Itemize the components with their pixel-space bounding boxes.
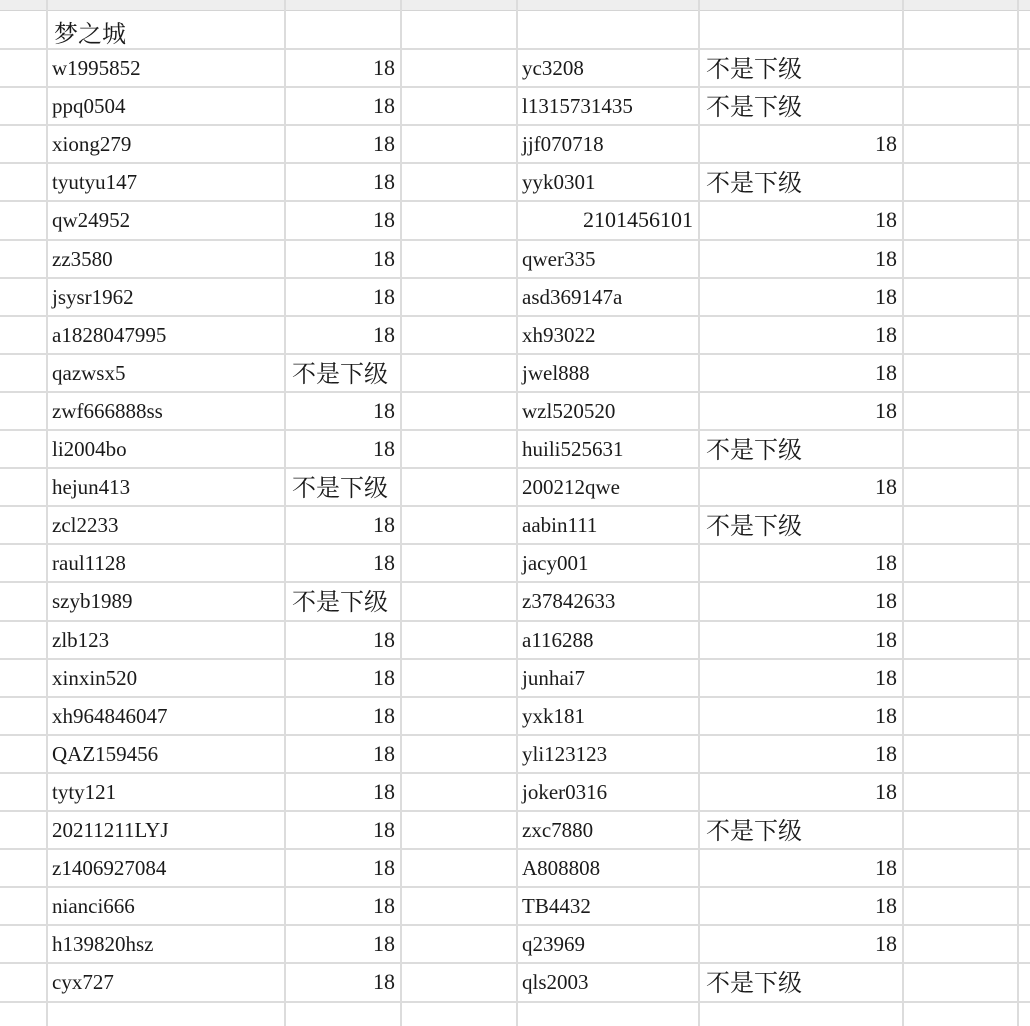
username-cell-right[interactable]: jjf070718 <box>522 132 604 156</box>
value-cell-right[interactable]: 18 <box>875 855 897 880</box>
value-cell-left[interactable]: 18 <box>373 817 395 842</box>
value-cell-right[interactable]: 不是下级 <box>706 93 802 121</box>
value-cell-right[interactable]: 18 <box>875 474 897 499</box>
value-cell-right[interactable]: 18 <box>875 779 897 804</box>
username-cell-right[interactable]: yli123123 <box>522 742 608 766</box>
username-cell-right[interactable]: TB4432 <box>522 894 591 918</box>
value-cell-right[interactable]: 18 <box>875 398 897 423</box>
value-cell-right[interactable]: 18 <box>875 131 897 156</box>
username-cell-left[interactable]: h139820hsz <box>52 932 154 956</box>
value-cell-left[interactable]: 18 <box>373 741 395 766</box>
username-cell-left[interactable]: cyx727 <box>52 970 114 994</box>
username-cell-right[interactable]: yxk181 <box>522 704 585 728</box>
value-cell-right[interactable]: 18 <box>875 588 897 613</box>
value-cell-right[interactable]: 18 <box>875 741 897 766</box>
value-cell-left[interactable]: 不是下级 <box>292 588 388 616</box>
username-cell-left[interactable]: xinxin520 <box>52 666 138 690</box>
username-cell-left[interactable]: tyutyu147 <box>52 170 138 194</box>
username-cell-left[interactable]: nianci666 <box>52 894 135 918</box>
column-header-strip <box>0 0 1030 11</box>
username-cell-right[interactable]: zxc7880 <box>522 818 594 842</box>
value-cell-right[interactable]: 18 <box>875 322 897 347</box>
value-cell-left[interactable]: 18 <box>373 398 395 423</box>
value-cell-right[interactable]: 不是下级 <box>706 969 802 997</box>
username-cell-right[interactable]: xh93022 <box>522 323 596 347</box>
username-cell-right[interactable]: jwel888 <box>522 361 590 385</box>
username-cell-left[interactable]: ppq0504 <box>52 94 126 118</box>
value-cell-right[interactable]: 不是下级 <box>706 436 802 464</box>
column-gridline <box>902 0 904 1026</box>
value-cell-left[interactable]: 18 <box>373 855 395 880</box>
username-cell-right[interactable]: yyk0301 <box>522 170 596 194</box>
username-cell-right[interactable]: asd369147a <box>522 285 623 309</box>
username-cell-left[interactable]: raul1128 <box>52 551 126 575</box>
username-cell-left[interactable]: li2004bo <box>52 437 127 461</box>
value-cell-left[interactable]: 18 <box>373 55 395 80</box>
username-cell-left[interactable]: xh964846047 <box>52 704 168 728</box>
value-cell-left[interactable]: 18 <box>373 284 395 309</box>
column-gridline <box>400 0 402 1026</box>
value-cell-right[interactable]: 18 <box>875 931 897 956</box>
username-cell-left[interactable]: szyb1989 <box>52 589 133 613</box>
username-cell-left[interactable]: zz3580 <box>52 247 113 271</box>
value-cell-right[interactable]: 18 <box>875 207 897 232</box>
sheet-title-cell[interactable]: 梦之城 <box>54 20 126 48</box>
username-cell-left[interactable]: 20211211LYJ <box>52 818 169 842</box>
value-cell-right[interactable]: 18 <box>875 627 897 652</box>
username-cell-right[interactable]: wzl520520 <box>522 399 616 423</box>
value-cell-left[interactable]: 18 <box>373 131 395 156</box>
value-cell-right[interactable]: 18 <box>875 703 897 728</box>
value-cell-left[interactable]: 18 <box>373 703 395 728</box>
username-cell-left[interactable]: tyty121 <box>52 780 117 804</box>
username-cell-right[interactable]: z37842633 <box>522 589 616 613</box>
username-cell-left[interactable]: a1828047995 <box>52 323 167 347</box>
value-cell-right[interactable]: 18 <box>875 893 897 918</box>
username-cell-right[interactable]: q23969 <box>522 932 585 956</box>
username-cell-left[interactable]: qw24952 <box>52 208 131 232</box>
username-cell-right[interactable]: qwer335 <box>522 247 596 271</box>
value-cell-left[interactable]: 18 <box>373 779 395 804</box>
value-cell-left[interactable]: 18 <box>373 246 395 271</box>
username-cell-right[interactable]: a116288 <box>522 628 594 652</box>
username-cell-left[interactable]: QAZ159456 <box>52 742 159 766</box>
username-cell-left[interactable]: hejun413 <box>52 475 131 499</box>
row-gridline <box>0 1001 1030 1003</box>
username-cell-left[interactable]: qazwsx5 <box>52 361 126 385</box>
username-cell-left[interactable]: zwf666888ss <box>52 399 163 423</box>
value-cell-left[interactable]: 18 <box>373 931 395 956</box>
value-cell-left[interactable]: 18 <box>373 550 395 575</box>
value-cell-right[interactable]: 不是下级 <box>706 817 802 845</box>
value-cell-left[interactable]: 18 <box>373 969 395 994</box>
value-cell-left[interactable]: 18 <box>373 169 395 194</box>
username-cell-right[interactable]: l1315731435 <box>522 94 633 118</box>
username-cell-right[interactable]: 2101456101 <box>583 207 693 232</box>
value-cell-right[interactable]: 不是下级 <box>706 169 802 197</box>
value-cell-left[interactable]: 18 <box>373 512 395 537</box>
username-cell-right[interactable]: 200212qwe <box>522 475 620 499</box>
value-cell-left[interactable]: 不是下级 <box>292 360 388 388</box>
username-cell-right[interactable]: aabin111 <box>522 513 598 537</box>
value-cell-right[interactable]: 不是下级 <box>706 55 802 83</box>
username-cell-right[interactable]: joker0316 <box>522 780 608 804</box>
value-cell-right[interactable]: 18 <box>875 550 897 575</box>
username-cell-left[interactable]: zcl2233 <box>52 513 119 537</box>
username-cell-right[interactable]: yc3208 <box>522 56 584 80</box>
value-cell-left[interactable]: 18 <box>373 207 395 232</box>
value-cell-right[interactable]: 不是下级 <box>706 512 802 540</box>
column-gridline <box>1017 0 1019 1026</box>
value-cell-left[interactable]: 18 <box>373 893 395 918</box>
username-cell-left[interactable]: zlb123 <box>52 628 110 652</box>
username-cell-left[interactable]: jsysr1962 <box>52 285 134 309</box>
value-cell-left[interactable]: 18 <box>373 93 395 118</box>
username-cell-right[interactable]: A808808 <box>522 856 601 880</box>
value-cell-left[interactable]: 不是下级 <box>292 474 388 502</box>
username-cell-right[interactable]: huili525631 <box>522 437 624 461</box>
value-cell-left[interactable]: 18 <box>373 665 395 690</box>
username-cell-right[interactable]: qls2003 <box>522 970 589 994</box>
value-cell-left[interactable]: 18 <box>373 436 395 461</box>
username-cell-right[interactable]: jacy001 <box>522 551 589 575</box>
value-cell-right[interactable]: 18 <box>875 665 897 690</box>
username-cell-left[interactable]: z1406927084 <box>52 856 167 880</box>
username-cell-left[interactable]: xiong279 <box>52 132 132 156</box>
value-cell-right[interactable]: 18 <box>875 246 897 271</box>
username-cell-left[interactable]: w1995852 <box>52 56 141 80</box>
value-cell-right[interactable]: 18 <box>875 284 897 309</box>
value-cell-left[interactable]: 18 <box>373 627 395 652</box>
value-cell-left[interactable]: 18 <box>373 322 395 347</box>
value-cell-right[interactable]: 18 <box>875 360 897 385</box>
username-cell-right[interactable]: junhai7 <box>522 666 585 690</box>
